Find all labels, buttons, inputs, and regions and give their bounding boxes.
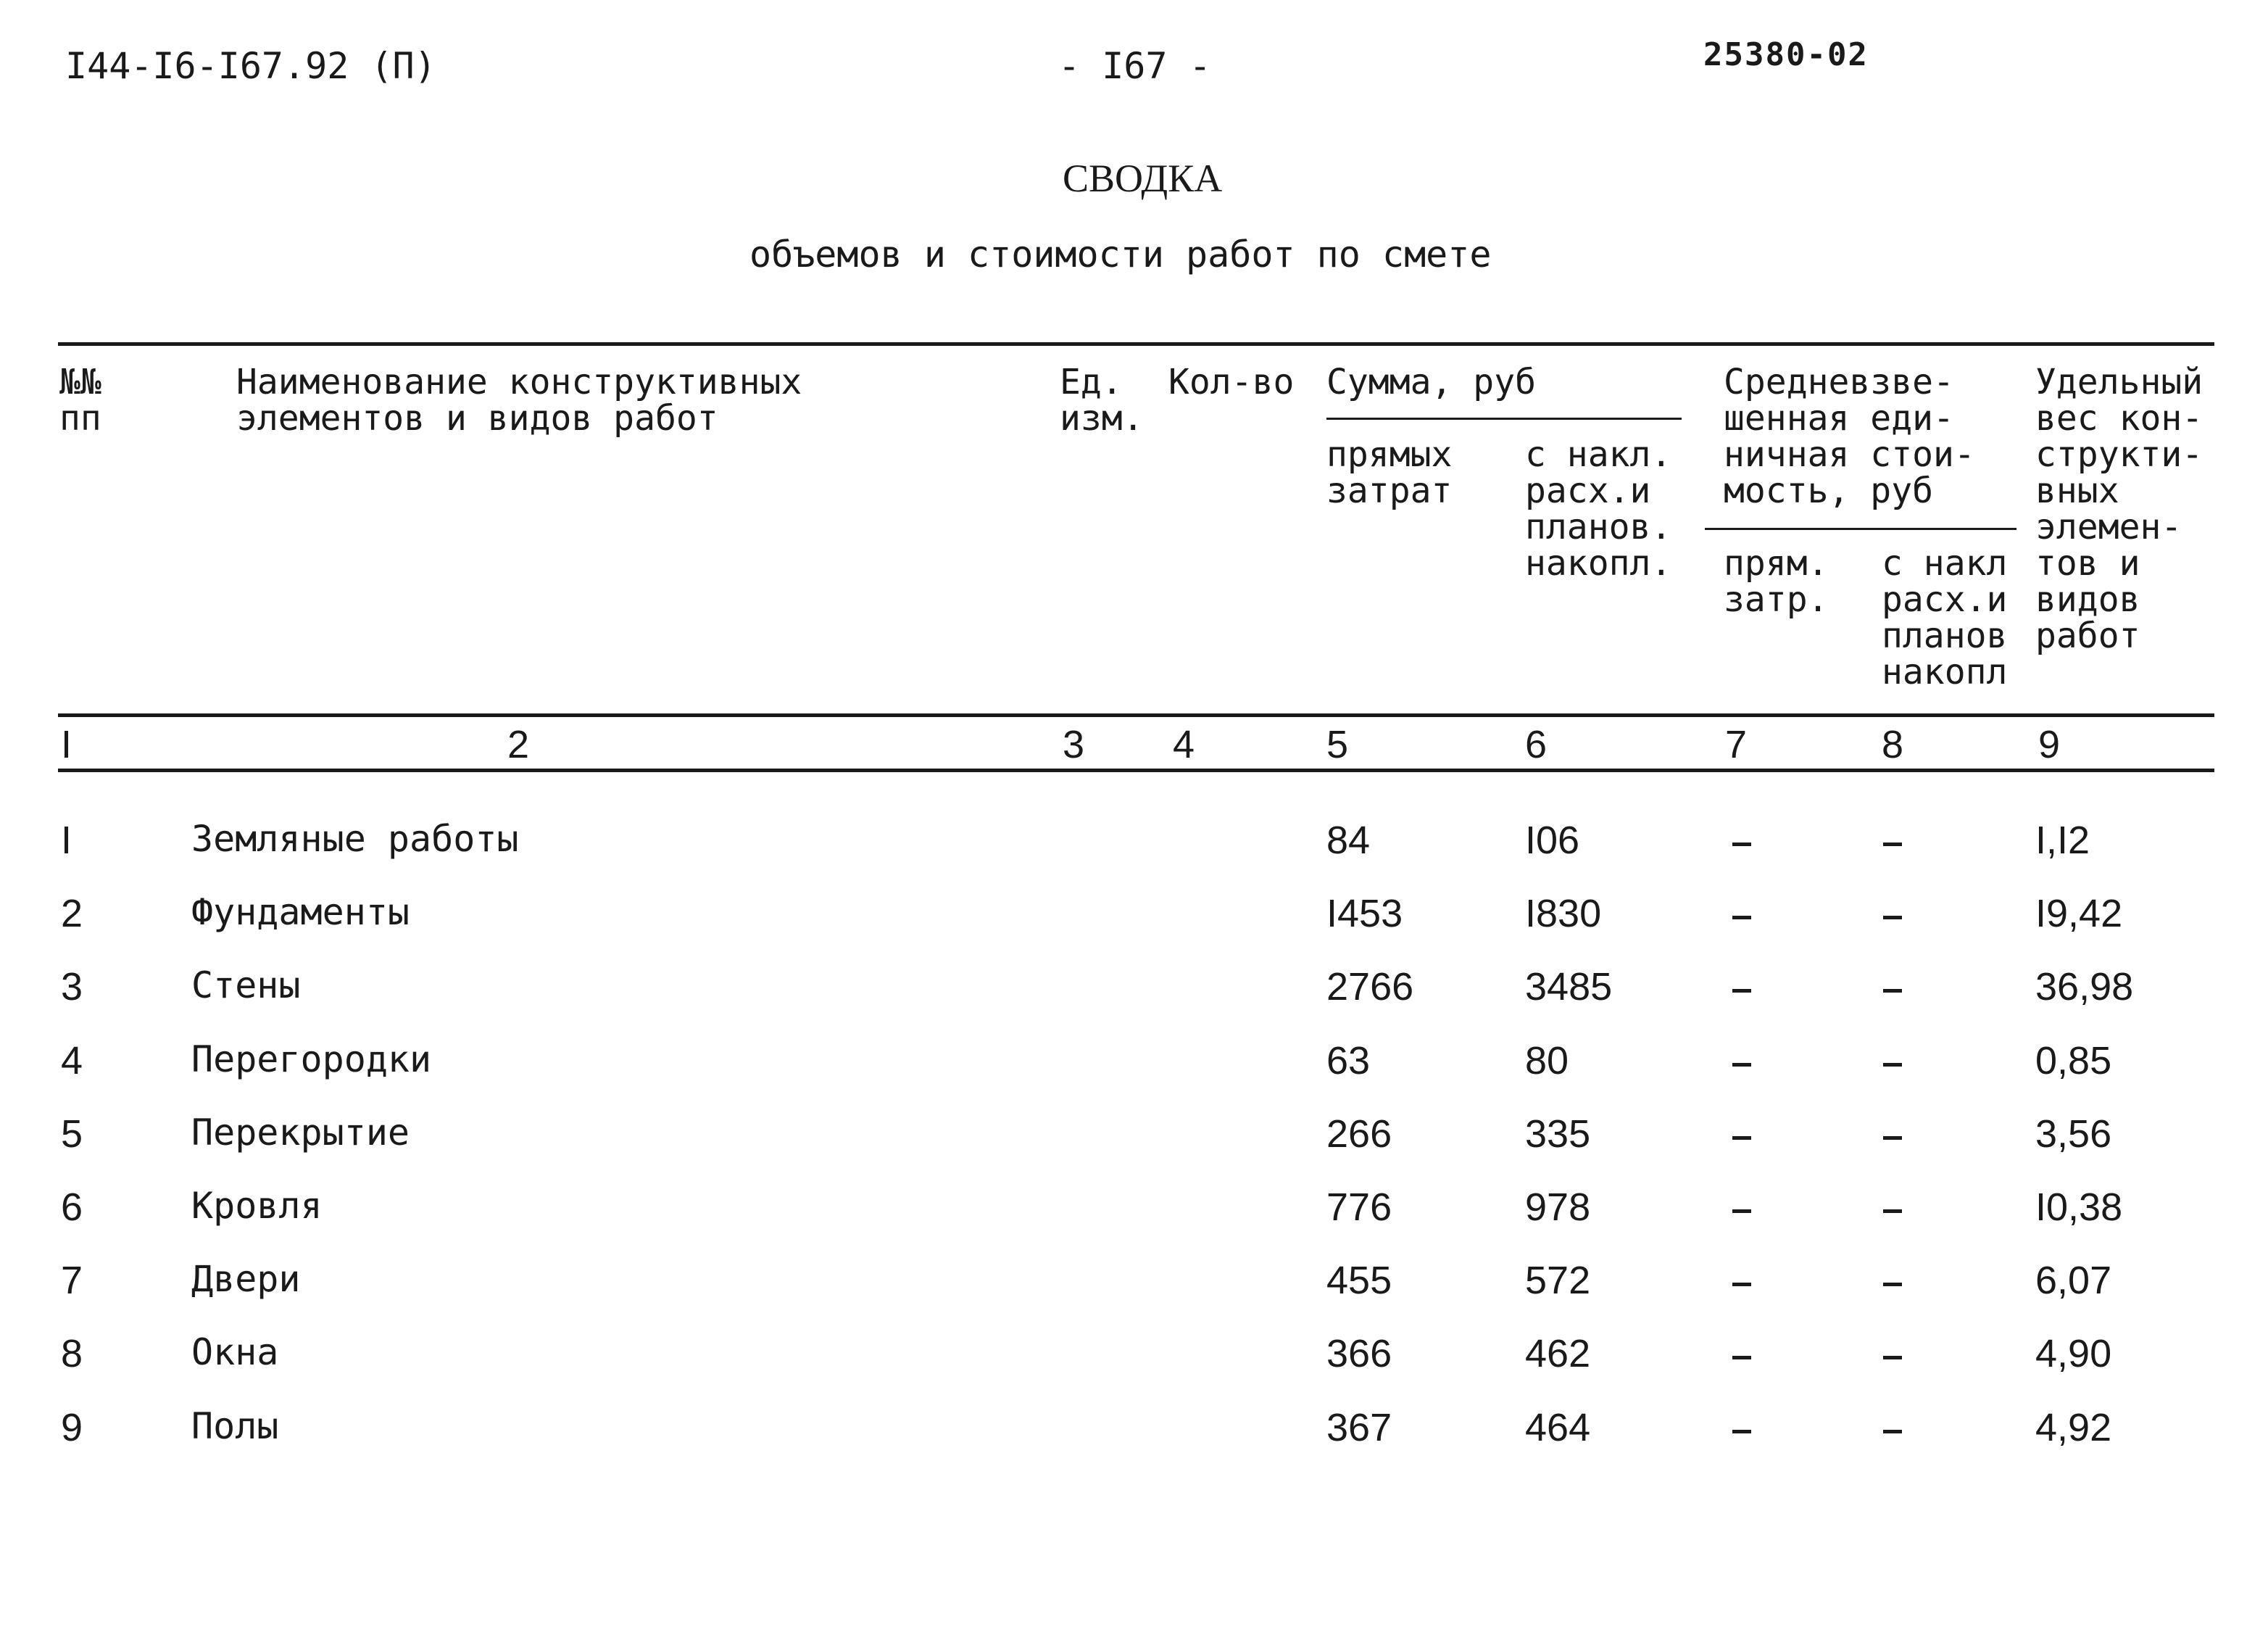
element-name: Перегородки xyxy=(191,1038,432,1080)
avg-direct xyxy=(1731,1331,1760,1376)
column-number-1: I xyxy=(61,723,72,766)
avg-direct xyxy=(1731,1258,1760,1303)
column-numbers-rule xyxy=(58,769,2214,772)
direct-costs: 2766 xyxy=(1326,965,1414,1009)
dash-mark xyxy=(1732,1209,1751,1213)
specific-weight: 0,85 xyxy=(2035,1039,2112,1082)
header-sum-group: Сумма, руб xyxy=(1326,362,1536,402)
avg-direct xyxy=(1731,1185,1760,1230)
specific-weight: I9,42 xyxy=(2035,892,2123,935)
avg-direct xyxy=(1731,1405,1760,1450)
row-number: 7 xyxy=(61,1259,83,1302)
row-number: 2 xyxy=(61,892,83,935)
table-row xyxy=(0,1405,2268,1456)
column-number-5: 5 xyxy=(1326,723,1349,766)
header-avg-with-overhead: с накл расх.и планов накопл xyxy=(1882,543,2008,692)
dash-mark xyxy=(1732,916,1751,919)
dash-mark xyxy=(1732,1430,1751,1433)
element-name: Двери xyxy=(191,1258,301,1300)
row-number: 5 xyxy=(61,1112,83,1156)
row-number: 6 xyxy=(61,1185,83,1229)
row-number: 3 xyxy=(61,965,83,1009)
header-specific-weight: Удельный вес кон- структи- вных элемен- тов и видов работ xyxy=(2035,362,2203,656)
column-number-8: 8 xyxy=(1882,723,1904,766)
header-row-number: №№ пп xyxy=(59,362,101,439)
document-title: СВОДКА xyxy=(1063,157,1223,200)
dash-mark xyxy=(1732,989,1751,993)
avg-direct xyxy=(1731,891,1760,936)
cost-with-overhead: 572 xyxy=(1525,1259,1591,1302)
dash-mark xyxy=(1883,1283,1902,1286)
dash-mark xyxy=(1883,1063,1902,1067)
avg-with-overhead xyxy=(1882,1111,1911,1156)
element-name: Земляные работы xyxy=(191,818,519,860)
avg-with-overhead xyxy=(1882,1185,1911,1230)
row-number: 8 xyxy=(61,1332,83,1375)
avg-with-overhead xyxy=(1882,1258,1911,1303)
avg-with-overhead xyxy=(1882,818,1911,863)
row-number: I xyxy=(61,819,72,862)
element-name: Фундаменты xyxy=(191,891,410,933)
header-direct-costs: прямых затрат xyxy=(1326,434,1453,511)
dash-mark xyxy=(1883,1136,1902,1140)
specific-weight: I0,38 xyxy=(2035,1185,2123,1229)
document-subtitle: объемов и стоимости работ по смете xyxy=(749,233,1492,276)
direct-costs: 366 xyxy=(1326,1332,1392,1375)
direct-costs: 367 xyxy=(1326,1406,1392,1449)
column-number-7: 7 xyxy=(1725,723,1748,766)
dash-mark xyxy=(1732,1356,1751,1359)
direct-costs: I453 xyxy=(1326,892,1403,935)
page-number: - I67 - xyxy=(1058,45,1211,87)
header-unit: Ед. изм. xyxy=(1060,362,1144,439)
avg-direct xyxy=(1731,1038,1760,1083)
cost-with-overhead: 978 xyxy=(1525,1185,1591,1229)
row-number: 4 xyxy=(61,1039,83,1082)
specific-weight: I,I2 xyxy=(2035,819,2090,862)
dash-mark xyxy=(1883,1356,1902,1359)
document-code: I44-I6-I67.92 (П) xyxy=(65,45,436,87)
element-name: Перекрытие xyxy=(191,1111,410,1154)
dash-mark xyxy=(1883,989,1902,993)
element-name: Стены xyxy=(191,964,301,1006)
element-name: Полы xyxy=(191,1405,279,1447)
column-number-4: 4 xyxy=(1173,723,1195,766)
cost-with-overhead: 335 xyxy=(1525,1112,1591,1156)
header-with-overhead: с накл. расх.и планов. накопл. xyxy=(1525,434,1672,584)
element-name: Окна xyxy=(191,1331,279,1373)
dash-mark xyxy=(1883,916,1902,919)
direct-costs: 266 xyxy=(1326,1112,1392,1156)
avg-direct xyxy=(1731,818,1760,863)
avg-direct xyxy=(1731,1111,1760,1156)
header-avg-direct: прям. затр. xyxy=(1724,543,1829,620)
cost-with-overhead: I830 xyxy=(1525,892,1602,935)
archive-stamp: 25380-02 xyxy=(1703,36,1869,73)
table-row xyxy=(0,1038,2268,1089)
avg-subheader-rule xyxy=(1705,528,2016,530)
specific-weight: 3,56 xyxy=(2035,1112,2112,1156)
table-row xyxy=(0,1331,2268,1382)
specific-weight: 4,92 xyxy=(2035,1406,2112,1449)
header-quantity: Кол-во xyxy=(1168,362,1295,402)
avg-with-overhead xyxy=(1882,964,1911,1009)
dash-mark xyxy=(1883,843,1902,846)
dash-mark xyxy=(1732,1136,1751,1140)
table-row xyxy=(0,891,2268,942)
direct-costs: 63 xyxy=(1326,1039,1371,1082)
element-name: Кровля xyxy=(191,1185,323,1227)
sum-subheader-rule xyxy=(1326,418,1682,420)
cost-with-overhead: I06 xyxy=(1525,819,1580,862)
table-row xyxy=(0,1111,2268,1162)
dash-mark xyxy=(1883,1209,1902,1213)
table-row xyxy=(0,1185,2268,1235)
column-number-3: 3 xyxy=(1063,723,1085,766)
table-top-rule xyxy=(58,342,2214,346)
avg-with-overhead xyxy=(1882,1331,1911,1376)
dash-mark xyxy=(1883,1430,1902,1433)
table-row xyxy=(0,1258,2268,1309)
direct-costs: 776 xyxy=(1326,1185,1392,1229)
cost-with-overhead: 464 xyxy=(1525,1406,1591,1449)
avg-with-overhead xyxy=(1882,891,1911,936)
column-number-9: 9 xyxy=(2038,723,2061,766)
header-bottom-rule xyxy=(58,713,2214,717)
avg-with-overhead xyxy=(1882,1038,1911,1083)
dash-mark xyxy=(1732,1063,1751,1067)
dash-mark xyxy=(1732,1283,1751,1286)
specific-weight: 36,98 xyxy=(2035,965,2134,1009)
header-element-name: Наименование конструктивных элементов и видов работ xyxy=(236,362,802,439)
header-weighted-average-group: Средневзве- шенная еди- ничная стои- мость, руб xyxy=(1724,362,1975,511)
cost-with-overhead: 80 xyxy=(1525,1039,1569,1082)
table-row xyxy=(0,964,2268,1015)
column-number-6: 6 xyxy=(1525,723,1548,766)
avg-with-overhead xyxy=(1882,1405,1911,1450)
specific-weight: 6,07 xyxy=(2035,1259,2112,1302)
cost-with-overhead: 462 xyxy=(1525,1332,1591,1375)
avg-direct xyxy=(1731,964,1760,1009)
direct-costs: 84 xyxy=(1326,819,1371,862)
dash-mark xyxy=(1732,843,1751,846)
row-number: 9 xyxy=(61,1406,83,1449)
table-row xyxy=(0,818,2268,869)
direct-costs: 455 xyxy=(1326,1259,1392,1302)
column-number-2: 2 xyxy=(507,723,530,766)
specific-weight: 4,90 xyxy=(2035,1332,2112,1375)
cost-with-overhead: 3485 xyxy=(1525,965,1613,1009)
